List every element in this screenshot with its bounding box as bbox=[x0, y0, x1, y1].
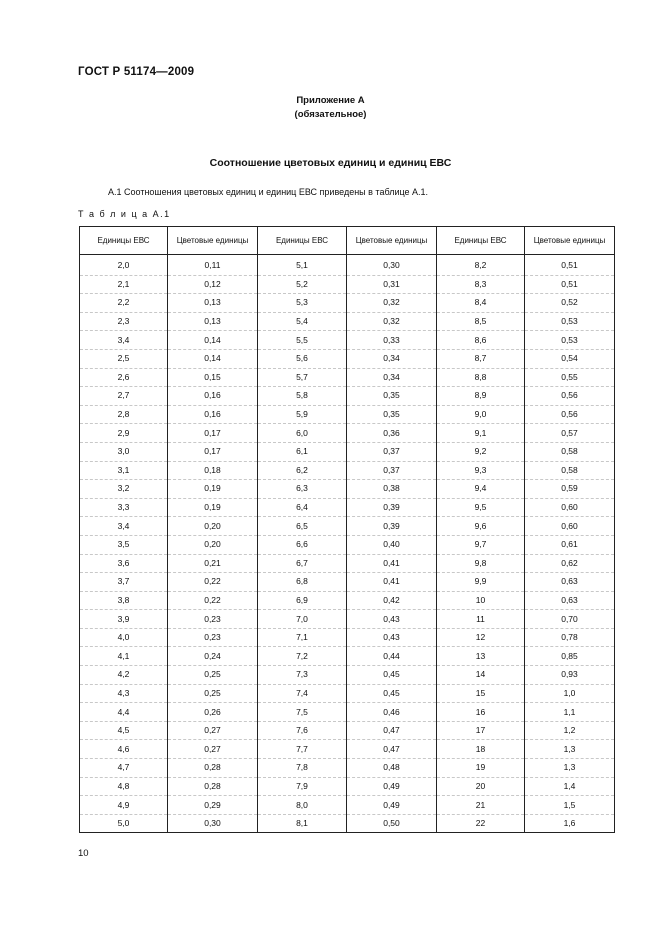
table-cell: 3,9 bbox=[80, 610, 168, 629]
table-cell: 0,34 bbox=[347, 368, 437, 387]
table-cell: 1,4 bbox=[525, 777, 615, 796]
table-cell: 0,46 bbox=[347, 703, 437, 722]
column-header: Цветовые единицы bbox=[168, 227, 258, 255]
table-cell: 0,51 bbox=[525, 275, 615, 294]
table-cell: 0,11 bbox=[168, 257, 258, 275]
table-cell: 1,5 bbox=[525, 796, 615, 815]
table-header-row bbox=[80, 227, 615, 255]
table-cell: 8,1 bbox=[258, 814, 347, 833]
table-cell: 0,93 bbox=[525, 666, 615, 685]
table-cell: 7,4 bbox=[258, 684, 347, 703]
table-row bbox=[80, 368, 615, 387]
table-cell: 0,17 bbox=[168, 424, 258, 443]
table-cell: 0,62 bbox=[525, 554, 615, 573]
table-cell: 0,49 bbox=[347, 777, 437, 796]
table-cell: 9,4 bbox=[437, 480, 525, 499]
table-cell: 0,13 bbox=[168, 294, 258, 313]
table-row bbox=[80, 275, 615, 294]
table-cell: 3,6 bbox=[80, 554, 168, 573]
table-row bbox=[80, 647, 615, 666]
table-cell: 8,9 bbox=[437, 387, 525, 406]
table-cell: 0,58 bbox=[525, 442, 615, 461]
table-cell: 4,2 bbox=[80, 666, 168, 685]
table-cell: 0,41 bbox=[347, 554, 437, 573]
table-row bbox=[80, 405, 615, 424]
table-row bbox=[80, 703, 615, 722]
table-cell: 0,60 bbox=[525, 517, 615, 536]
table-cell: 0,35 bbox=[347, 387, 437, 406]
table-cell: 1,0 bbox=[525, 684, 615, 703]
table-cell: 8,3 bbox=[437, 275, 525, 294]
table-cell: 2,7 bbox=[80, 387, 168, 406]
table-cell: 0,14 bbox=[168, 331, 258, 350]
table-cell: 6,4 bbox=[258, 498, 347, 517]
table-row bbox=[80, 610, 615, 629]
table-cell: 0,27 bbox=[168, 721, 258, 740]
table-cell: 0,45 bbox=[347, 684, 437, 703]
table-row bbox=[80, 721, 615, 740]
table-cell: 4,5 bbox=[80, 721, 168, 740]
table-cell: 22 bbox=[437, 814, 525, 833]
table-cell: 3,8 bbox=[80, 591, 168, 610]
table-cell: 9,8 bbox=[437, 554, 525, 573]
table-cell: 0,21 bbox=[168, 554, 258, 573]
table-cell: 6,5 bbox=[258, 517, 347, 536]
table-cell: 7,2 bbox=[258, 647, 347, 666]
table-cell: 0,49 bbox=[347, 796, 437, 815]
table-cell: 0,63 bbox=[525, 573, 615, 592]
table-row bbox=[80, 814, 615, 833]
table-row bbox=[80, 591, 615, 610]
table-cell: 0,63 bbox=[525, 591, 615, 610]
table-cell: 5,4 bbox=[258, 312, 347, 331]
table-cell: 19 bbox=[437, 759, 525, 778]
table-cell: 12 bbox=[437, 628, 525, 647]
table-cell: 3,0 bbox=[80, 442, 168, 461]
table-cell: 0,30 bbox=[168, 814, 258, 833]
table-cell: 0,20 bbox=[168, 535, 258, 554]
table-cell: 3,3 bbox=[80, 498, 168, 517]
table-row bbox=[80, 331, 615, 350]
conversion-table bbox=[79, 226, 615, 833]
table-cell: 0,30 bbox=[347, 257, 437, 275]
table-cell: 0,55 bbox=[525, 368, 615, 387]
table-row bbox=[80, 257, 615, 275]
table-cell: 0,23 bbox=[168, 610, 258, 629]
table-row bbox=[80, 684, 615, 703]
table-cell: 7,7 bbox=[258, 740, 347, 759]
table-cell: 0,60 bbox=[525, 498, 615, 517]
table-cell: 0,40 bbox=[347, 535, 437, 554]
table-cell: 7,5 bbox=[258, 703, 347, 722]
table-cell: 0,16 bbox=[168, 405, 258, 424]
table-cell: 2,1 bbox=[80, 275, 168, 294]
table-cell: 6,7 bbox=[258, 554, 347, 573]
table-cell: 0,32 bbox=[347, 294, 437, 313]
annex-name: Приложение А bbox=[296, 95, 365, 106]
table-cell: 8,6 bbox=[437, 331, 525, 350]
annex-type: (обязательное) bbox=[294, 109, 367, 120]
table-row bbox=[80, 759, 615, 778]
table-cell: 0,29 bbox=[168, 796, 258, 815]
table-row bbox=[80, 796, 615, 815]
table-cell: 0,32 bbox=[347, 312, 437, 331]
table-cell: 8,2 bbox=[437, 257, 525, 275]
table-cell: 5,6 bbox=[258, 349, 347, 368]
column-header: Единицы ЕВС bbox=[258, 227, 347, 255]
table-cell: 9,2 bbox=[437, 442, 525, 461]
table-cell: 0,39 bbox=[347, 498, 437, 517]
table-cell: 10 bbox=[437, 591, 525, 610]
table-cell: 0,23 bbox=[168, 628, 258, 647]
table-cell: 3,4 bbox=[80, 517, 168, 536]
table-cell: 5,5 bbox=[258, 331, 347, 350]
table-cell: 0,53 bbox=[525, 312, 615, 331]
table-cell: 5,8 bbox=[258, 387, 347, 406]
column-header: Цветовые единицы bbox=[525, 227, 615, 255]
table-row bbox=[80, 461, 615, 480]
table-cell: 0,70 bbox=[525, 610, 615, 629]
table-cell: 0,43 bbox=[347, 610, 437, 629]
table-row bbox=[80, 387, 615, 406]
table-cell: 0,27 bbox=[168, 740, 258, 759]
table-row bbox=[80, 628, 615, 647]
table-cell: 9,1 bbox=[437, 424, 525, 443]
table-cell: 1,6 bbox=[525, 814, 615, 833]
table-cell: 0,38 bbox=[347, 480, 437, 499]
table-row bbox=[80, 442, 615, 461]
table-cell: 0,17 bbox=[168, 442, 258, 461]
table-cell: 6,1 bbox=[258, 442, 347, 461]
table-cell: 21 bbox=[437, 796, 525, 815]
table-cell: 3,4 bbox=[80, 331, 168, 350]
column-header: Единицы ЕВС bbox=[437, 227, 525, 255]
table-cell: 15 bbox=[437, 684, 525, 703]
table-cell: 20 bbox=[437, 777, 525, 796]
table-cell: 9,7 bbox=[437, 535, 525, 554]
table-cell: 0,48 bbox=[347, 759, 437, 778]
table-cell: 0,15 bbox=[168, 368, 258, 387]
intro-paragraph: А.1 Соотношения цветовых единиц и единиц ЕВС приведены в таблице А.1. bbox=[108, 187, 429, 197]
table-cell: 0,52 bbox=[525, 294, 615, 313]
table-cell: 6,2 bbox=[258, 461, 347, 480]
table-cell: 0,35 bbox=[347, 405, 437, 424]
table-cell: 0,19 bbox=[168, 480, 258, 499]
table-cell: 0,22 bbox=[168, 591, 258, 610]
table-cell: 0,61 bbox=[525, 535, 615, 554]
table-cell: 9,9 bbox=[437, 573, 525, 592]
table-cell: 0,16 bbox=[168, 387, 258, 406]
table-cell: 5,9 bbox=[258, 405, 347, 424]
table-cell: 0,42 bbox=[347, 591, 437, 610]
page-number: 10 bbox=[78, 848, 89, 859]
table-row bbox=[80, 666, 615, 685]
section-title: Соотношение цветовых единиц и единиц ЕВС bbox=[209, 157, 452, 169]
table-cell: 4,8 bbox=[80, 777, 168, 796]
table-row bbox=[80, 498, 615, 517]
table-cell: 0,26 bbox=[168, 703, 258, 722]
table-row bbox=[80, 573, 615, 592]
table-cell: 0,31 bbox=[347, 275, 437, 294]
table-cell: 4,4 bbox=[80, 703, 168, 722]
table-cell: 0,47 bbox=[347, 721, 437, 740]
table-row bbox=[80, 480, 615, 499]
table-cell: 3,5 bbox=[80, 535, 168, 554]
table-cell: 5,0 bbox=[80, 814, 168, 833]
table-row bbox=[80, 535, 615, 554]
table-cell: 4,9 bbox=[80, 796, 168, 815]
table-cell: 0,41 bbox=[347, 573, 437, 592]
table-cell: 4,0 bbox=[80, 628, 168, 647]
table-cell: 0,28 bbox=[168, 777, 258, 796]
table-cell: 0,85 bbox=[525, 647, 615, 666]
table-cell: 7,0 bbox=[258, 610, 347, 629]
table-cell: 0,43 bbox=[347, 628, 437, 647]
table-cell: 5,2 bbox=[258, 275, 347, 294]
table-cell: 0,51 bbox=[525, 257, 615, 275]
table-cell: 9,3 bbox=[437, 461, 525, 480]
table-cell: 7,9 bbox=[258, 777, 347, 796]
table-cell: 11 bbox=[437, 610, 525, 629]
table-cell: 0,25 bbox=[168, 684, 258, 703]
table-cell: 5,7 bbox=[258, 368, 347, 387]
table-cell: 5,1 bbox=[258, 257, 347, 275]
table-cell: 0,57 bbox=[525, 424, 615, 443]
table-cell: 0,19 bbox=[168, 498, 258, 517]
table-cell: 7,1 bbox=[258, 628, 347, 647]
table-row bbox=[80, 517, 615, 536]
table-cell: 0,13 bbox=[168, 312, 258, 331]
table-cell: 13 bbox=[437, 647, 525, 666]
table-cell: 9,5 bbox=[437, 498, 525, 517]
table-cell: 0,36 bbox=[347, 424, 437, 443]
table-cell: 8,0 bbox=[258, 796, 347, 815]
table-row bbox=[80, 740, 615, 759]
table-cell: 0,50 bbox=[347, 814, 437, 833]
table-cell: 8,7 bbox=[437, 349, 525, 368]
table-cell: 0,22 bbox=[168, 573, 258, 592]
table-cell: 4,3 bbox=[80, 684, 168, 703]
table-cell: 0,78 bbox=[525, 628, 615, 647]
table-cell: 0,39 bbox=[347, 517, 437, 536]
table-cell: 0,28 bbox=[168, 759, 258, 778]
table-cell: 1,3 bbox=[525, 759, 615, 778]
table-cell: 1,1 bbox=[525, 703, 615, 722]
table-cell: 5,3 bbox=[258, 294, 347, 313]
table-row bbox=[80, 554, 615, 573]
table-cell: 0,12 bbox=[168, 275, 258, 294]
table-cell: 0,44 bbox=[347, 647, 437, 666]
table-cell: 2,9 bbox=[80, 424, 168, 443]
table-cell: 3,7 bbox=[80, 573, 168, 592]
table-cell: 2,0 bbox=[80, 257, 168, 275]
table-cell: 0,37 bbox=[347, 461, 437, 480]
table-cell: 3,2 bbox=[80, 480, 168, 499]
table-cell: 9,0 bbox=[437, 405, 525, 424]
table-cell: 6,0 bbox=[258, 424, 347, 443]
column-header: Единицы ЕВС bbox=[80, 227, 168, 255]
table-cell: 0,59 bbox=[525, 480, 615, 499]
table-cell: 7,3 bbox=[258, 666, 347, 685]
table-cell: 2,2 bbox=[80, 294, 168, 313]
table-cell: 18 bbox=[437, 740, 525, 759]
table-cell: 7,8 bbox=[258, 759, 347, 778]
document-code: ГОСТ Р 51174—2009 bbox=[78, 66, 195, 78]
table-cell: 4,1 bbox=[80, 647, 168, 666]
table-cell: 2,5 bbox=[80, 349, 168, 368]
table-cell: 17 bbox=[437, 721, 525, 740]
table-cell: 0,25 bbox=[168, 666, 258, 685]
table-row bbox=[80, 294, 615, 313]
table-cell: 4,6 bbox=[80, 740, 168, 759]
table-body bbox=[80, 255, 615, 833]
annex-heading bbox=[0, 94, 661, 122]
table-cell: 0,18 bbox=[168, 461, 258, 480]
table-cell: 0,58 bbox=[525, 461, 615, 480]
table-cell: 0,56 bbox=[525, 405, 615, 424]
table-cell: 6,6 bbox=[258, 535, 347, 554]
table-cell: 6,9 bbox=[258, 591, 347, 610]
table-cell: 6,3 bbox=[258, 480, 347, 499]
table-cell: 6,8 bbox=[258, 573, 347, 592]
table-cell: 8,5 bbox=[437, 312, 525, 331]
table-cell: 0,47 bbox=[347, 740, 437, 759]
table-cell: 2,3 bbox=[80, 312, 168, 331]
table-cell: 3,1 bbox=[80, 461, 168, 480]
column-header: Цветовые единицы bbox=[347, 227, 437, 255]
table-cell: 0,53 bbox=[525, 331, 615, 350]
table-cell: 0,37 bbox=[347, 442, 437, 461]
table-cell: 0,45 bbox=[347, 666, 437, 685]
table-cell: 1,3 bbox=[525, 740, 615, 759]
table-cell: 2,6 bbox=[80, 368, 168, 387]
table-cell: 16 bbox=[437, 703, 525, 722]
table-cell: 0,20 bbox=[168, 517, 258, 536]
table-row bbox=[80, 424, 615, 443]
table-cell: 4,7 bbox=[80, 759, 168, 778]
table-cell: 7,6 bbox=[258, 721, 347, 740]
table-cell: 9,6 bbox=[437, 517, 525, 536]
table-cell: 0,54 bbox=[525, 349, 615, 368]
table-cell: 1,2 bbox=[525, 721, 615, 740]
table-cell: 14 bbox=[437, 666, 525, 685]
table-cell: 8,4 bbox=[437, 294, 525, 313]
table-cell: 8,8 bbox=[437, 368, 525, 387]
table-cell: 2,8 bbox=[80, 405, 168, 424]
table-cell: 0,24 bbox=[168, 647, 258, 666]
table-caption: Т а б л и ц а А.1 bbox=[78, 209, 171, 219]
table-cell: 0,33 bbox=[347, 331, 437, 350]
table-row bbox=[80, 349, 615, 368]
table-row bbox=[80, 312, 615, 331]
table-cell: 0,14 bbox=[168, 349, 258, 368]
table-cell: 0,56 bbox=[525, 387, 615, 406]
table-cell: 0,34 bbox=[347, 349, 437, 368]
table-row bbox=[80, 777, 615, 796]
